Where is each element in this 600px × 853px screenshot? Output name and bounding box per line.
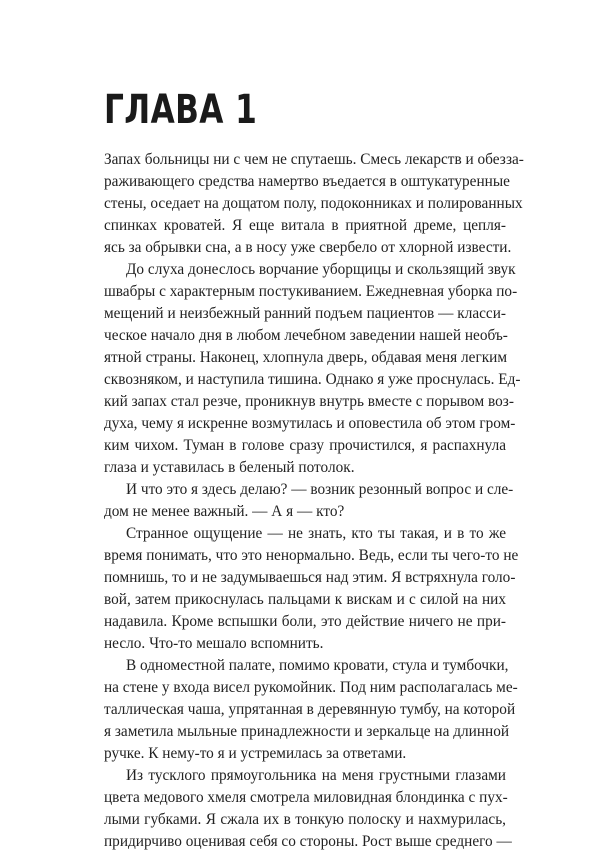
text-line: И что это я здесь делаю? — возник резонный вопрос и сле- [126, 481, 514, 498]
text-line: мещений и неизбежный ранний подъем пациентов — класси- [104, 305, 506, 322]
text-line: стены, оседает на дощатом полу, подоконниках и полированных [104, 195, 523, 212]
text-line: ясь за обрывки сна, а в носу уже свербело от хлорной извести. [104, 239, 512, 256]
text-line: придирчиво оценивая себя со стороны. Рост выше среднего — [104, 833, 512, 850]
text-line: В одноместной палате, помимо кровати, стула и тумбочки, [126, 657, 509, 674]
text-line: надавила. Кроме вспышки боли, это действие ничего не при- [104, 613, 506, 630]
text-line: швабры с характерным постукиванием. Ежедневная уборка по- [104, 283, 518, 300]
paragraph [104, 655, 518, 765]
text-line: таллическая чаша, упрятанная в деревянную тумбу, на которой [104, 701, 516, 718]
text-line: ким чихом. Туман в голове сразу прочистился, я распахнула [104, 437, 506, 454]
paragraph [104, 149, 524, 259]
text-line: Запах больницы ни с чем не спутаешь. Смесь лекарств и обезза- [104, 151, 524, 168]
text-line: время понимать, что это ненормально. Ведь, если ты чего-то не [104, 547, 519, 564]
text-line: лыми губками. Я сжала их в тонкую полоску и нахмурилась, [104, 811, 506, 828]
text-line: духа, чему я искренне возмутилась и оповестила об этом гром- [104, 415, 516, 432]
text-line: Странное ощущение — не знать, кто ты такая, и в то же [126, 525, 506, 542]
text-line: глаза и уставилась в беленый потолок. [104, 459, 355, 476]
paragraph [104, 479, 514, 523]
chapter-body [104, 149, 524, 853]
text-line: несло. Что-то мешало вспомнить. [104, 635, 324, 652]
text-line: на стене у входа висел рукомойник. Под ним располагалась ме- [104, 679, 518, 696]
chapter-title: ГЛАВА 1 [104, 87, 258, 133]
text-line: ятной страны. Наконец, хлопнула дверь, обдавая меня легким [104, 349, 508, 366]
text-line: Из тусклого прямоугольника на меня грустными глазами [126, 767, 506, 784]
text-line: раживающего средства намертво въедается в оштукатуренные [104, 173, 510, 190]
paragraph [104, 523, 519, 655]
text-line: кий запах стал резче, проникнув внутрь вместе с порывом воз- [104, 393, 514, 410]
text-line: цвета медового хмеля смотрела миловидная блондинка с пух- [104, 789, 508, 806]
text-line: дом не менее важный. — А я — кто? [104, 503, 345, 520]
text-line: я заметила мыльные принадлежности и зеркальце на длинной [104, 723, 510, 740]
text-line: вой, затем прикоснулась пальцами к вискам и с силой на них [104, 591, 506, 608]
text-line: ческое начало дня в любом лечебном заведении нашей необъ- [104, 327, 508, 344]
text-line: спинках кроватей. Я еще витала в приятной дреме, цепля- [104, 217, 506, 234]
text-line: сквозняком, и наступила тишина. Однако я уже проснулась. Ед- [104, 371, 521, 388]
paragraph [104, 765, 512, 853]
paragraph [104, 259, 521, 479]
text-line: помнишь, то и не задумываешься над этим. Я встряхнула голо- [104, 569, 516, 586]
text-line: ручке. К нему-то я и устремилась за ответами. [104, 745, 407, 762]
text-line: До слуха донеслось ворчание уборщицы и скользящий звук [126, 261, 516, 278]
